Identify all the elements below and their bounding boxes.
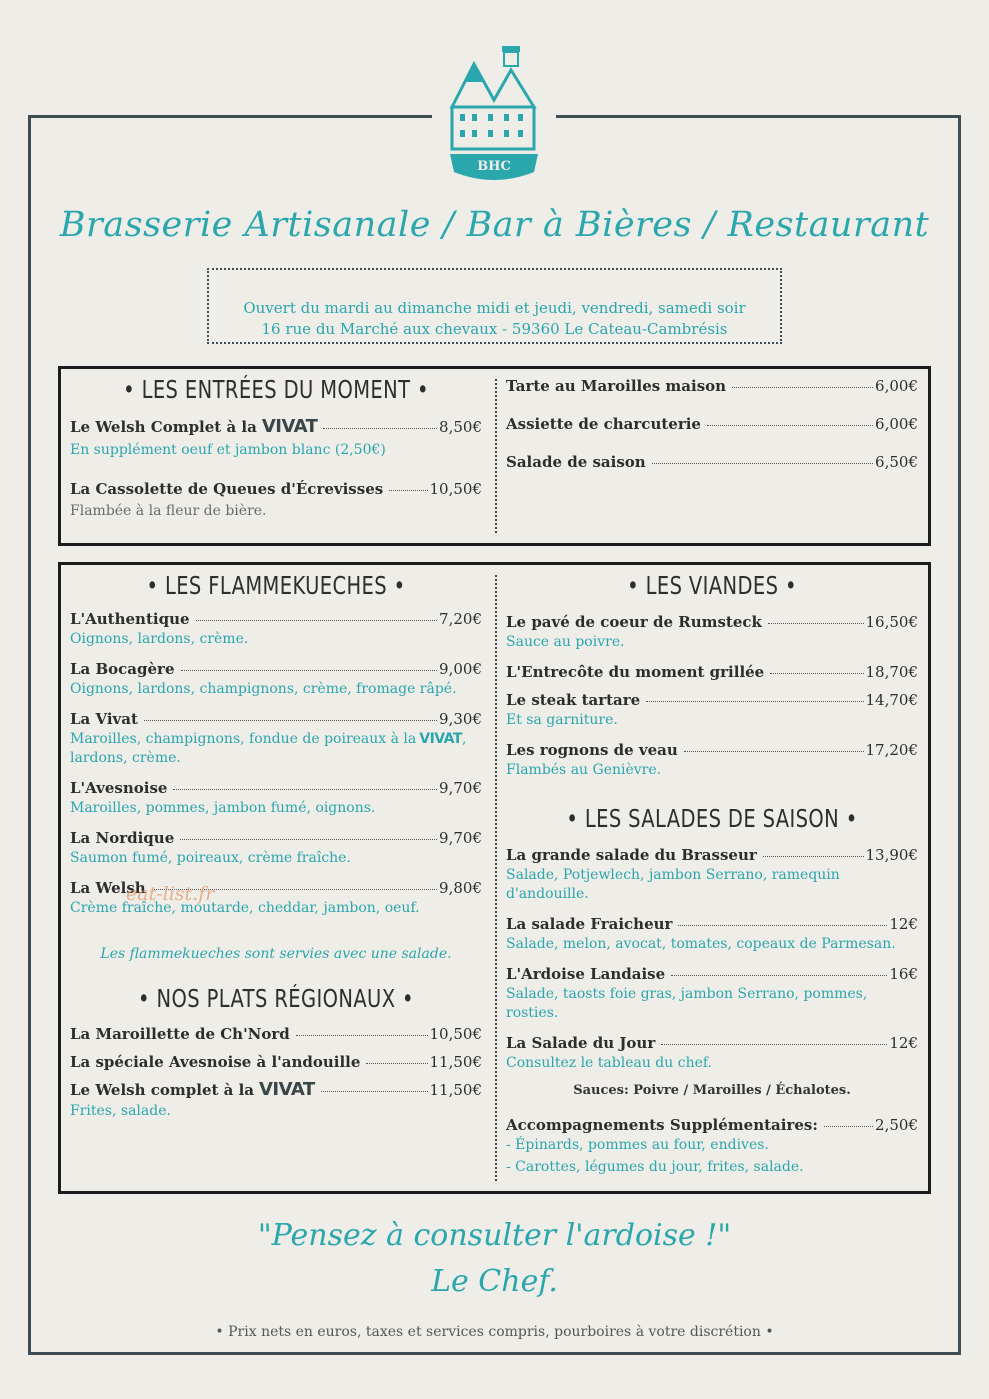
item-name: L'Avesnoise	[70, 779, 168, 797]
item-description: En supplément oeuf et jambon blanc (2,50€)	[70, 442, 386, 458]
menu-item	[506, 846, 918, 864]
dot-leader	[321, 1091, 428, 1092]
flammekueche-note: Les flammekueches sont servies avec une salade.	[100, 946, 452, 962]
menu-item	[506, 965, 918, 983]
dot-leader	[652, 463, 873, 464]
desc-text: Crème fraîche, moutarde, cheddar, jambon, oeuf.	[70, 900, 420, 916]
item-description: Et sa garniture.	[506, 712, 618, 728]
menu-item	[506, 1116, 918, 1134]
menu-item	[506, 613, 918, 631]
item-name: Le Welsh Complet à la	[70, 418, 257, 436]
item-price: 16€	[889, 965, 918, 983]
item-name: La spéciale Avesnoise à l'andouille	[70, 1053, 361, 1071]
menu-item	[506, 415, 918, 433]
item-description: Salade, Potjewlech, jambon Serrano, ramequin d'andouille.	[506, 867, 840, 902]
vivat-brand: VIVAT	[259, 1079, 315, 1100]
item-price: 8,50€	[439, 418, 482, 436]
item-name: Les rognons de veau	[506, 741, 678, 759]
item-name: La Salade du Jour	[506, 1034, 656, 1052]
item-price: 6,00€	[875, 377, 918, 395]
menu-item	[70, 416, 482, 437]
item-description: - Épinards, pommes au four, endives.	[506, 1137, 769, 1153]
item-name: La salade Fraicheur	[506, 915, 673, 933]
item-description: Salade, taosts foie gras, jambon Serrano, pommes, rosties.	[506, 986, 868, 1021]
item-name: L'Ardoise Landaise	[506, 965, 666, 983]
entrees-title: • LES ENTRÉES DU MOMENT •	[123, 375, 429, 404]
desc-text: Maroilles, champignons, fondue de poireaux à la	[70, 731, 417, 747]
item-price: 12€	[889, 1034, 918, 1052]
dot-leader	[732, 387, 873, 388]
flammekueches-title: • LES FLAMMEKUECHES •	[146, 571, 406, 600]
vivat-brand: VIVAT	[419, 731, 462, 747]
menu-item	[506, 1034, 918, 1052]
dot-leader	[684, 751, 864, 752]
column-divider	[495, 379, 497, 533]
dot-leader	[768, 623, 864, 624]
chef-signature: Le Chef.	[431, 1264, 558, 1299]
item-price: 10,50€	[429, 1025, 482, 1043]
item-price: 16,50€	[865, 613, 918, 631]
opening-hours: Ouvert du mardi au dimanche midi et jeudi, vendredi, samedi soir	[243, 299, 746, 317]
menu-item	[70, 779, 482, 797]
item-description: - Carottes, légumes du jour, frites, salade.	[506, 1159, 804, 1175]
vivat-brand: VIVAT	[261, 416, 318, 437]
dot-leader	[323, 428, 437, 429]
item-price: 12€	[889, 915, 918, 933]
item-price: 9,70€	[439, 779, 482, 797]
item-name: Le pavé de coeur de Rumsteck	[506, 613, 762, 631]
menu-item	[70, 660, 482, 678]
item-price: 9,70€	[439, 829, 482, 847]
item-description: Maroilles, pommes, jambon fumé, oignons.	[70, 800, 376, 816]
item-name: Le Welsh complet à la	[70, 1081, 254, 1099]
item-description: Oignons, lardons, champignons, crème, fromage râpé.	[70, 681, 457, 697]
desc-comma: ,	[461, 731, 467, 747]
item-price: 9,00€	[439, 660, 482, 678]
menu-item	[506, 915, 918, 933]
item-description: Frites, salade.	[70, 1103, 171, 1119]
dot-leader	[181, 670, 438, 671]
dot-leader	[366, 1063, 427, 1064]
menu-item	[70, 1025, 482, 1043]
sauces-line: Sauces: Poivre / Maroilles / Échalotes.	[573, 1083, 851, 1098]
brewery-logo	[444, 42, 544, 187]
dot-leader	[389, 490, 427, 491]
item-description: Saumon fumé, poireaux, crème fraîche.	[70, 850, 351, 866]
left-column	[70, 571, 482, 1121]
item-name: La Maroillette de Ch'Nord	[70, 1025, 290, 1043]
legal-footer: • Prix nets en euros, taxes et services compris, pourboires à votre discrétion •	[215, 1324, 774, 1340]
item-name: Le steak tartare	[506, 691, 641, 709]
item-description: Flambés au Genièvre.	[506, 762, 662, 778]
item-price: 18,70€	[865, 663, 918, 681]
entrees-right-col	[506, 377, 918, 471]
item-name: La Nordique	[70, 829, 175, 847]
item-name: La Vivat	[70, 710, 138, 728]
item-description: Oignons, lardons, crème.	[70, 631, 249, 647]
item-price: 11,50€	[429, 1053, 482, 1071]
menu-item	[70, 1053, 482, 1071]
desc-text: lardons, crème.	[70, 750, 181, 766]
item-price: 6,50€	[875, 453, 918, 471]
item-price: 11,50€	[429, 1081, 482, 1099]
menu-item	[70, 710, 482, 728]
dot-leader	[180, 839, 437, 840]
dot-leader	[671, 975, 887, 976]
entrees-box	[58, 366, 931, 546]
menu-item	[506, 691, 918, 709]
item-description: Flambée à la fleur de bière.	[70, 503, 267, 519]
dot-leader	[824, 1126, 873, 1127]
menu-item	[506, 377, 918, 395]
item-name: La Welsh	[70, 879, 146, 897]
info-box	[207, 268, 782, 344]
logo-text: BHC	[477, 159, 511, 174]
item-price: 9,80€	[439, 879, 482, 897]
item-name: L'Entrecôte du moment grillée	[506, 663, 765, 681]
menu-item	[506, 663, 918, 681]
dot-leader	[196, 620, 438, 621]
menu-item	[506, 741, 918, 759]
item-name: Salade de saison	[506, 453, 646, 471]
item-price: 10,50€	[429, 480, 482, 498]
item-price: 6,00€	[875, 415, 918, 433]
item-name: Accompagnements Supplémentaires:	[506, 1116, 818, 1134]
item-name: Tarte au Maroilles maison	[506, 377, 727, 395]
address: 16 rue du Marché aux chevaux - 59360 Le Cateau-Cambrésis	[261, 320, 728, 338]
item-name: La Cassolette de Queues d'Écrevisses	[70, 480, 384, 498]
dot-leader	[661, 1044, 887, 1045]
item-description	[70, 730, 482, 768]
item-price: 14,70€	[865, 691, 918, 709]
menu-item	[70, 829, 482, 847]
dot-leader	[763, 856, 864, 857]
item-price: 17,20€	[865, 741, 918, 759]
item-description: Sauce au poivre.	[506, 634, 625, 650]
menu-item	[70, 1079, 482, 1100]
salades-title: • LES SALADES DE SAISON •	[566, 804, 858, 833]
dot-leader	[296, 1035, 428, 1036]
item-price: 13,90€	[865, 846, 918, 864]
dot-leader	[173, 789, 437, 790]
dot-leader	[770, 673, 863, 674]
dot-leader	[144, 720, 437, 721]
column-divider	[495, 575, 497, 1181]
entrees-left-col	[70, 375, 482, 521]
chef-quote: "Pensez à consulter l'ardoise !"	[257, 1218, 732, 1253]
item-price: 9,30€	[439, 710, 482, 728]
item-description: Salade, melon, avocat, tomates, copeaux de Parmesan.	[506, 936, 896, 952]
watermark: eat-list.fr	[126, 883, 215, 905]
regionaux-title: • NOS PLATS RÉGIONAUX •	[138, 984, 414, 1013]
item-name: Assiette de charcuterie	[506, 415, 701, 433]
item-price: 2,50€	[875, 1116, 918, 1134]
item-name: La Bocagère	[70, 660, 175, 678]
dot-leader	[707, 425, 873, 426]
item-name: L'Authentique	[70, 610, 190, 628]
menu-item	[506, 453, 918, 471]
dot-leader	[678, 925, 887, 926]
menu-item	[70, 610, 482, 628]
viandes-title: • LES VIANDES •	[627, 571, 797, 600]
item-description: Consultez le tableau du chef.	[506, 1055, 713, 1071]
dot-leader	[646, 701, 863, 702]
item-price: 7,20€	[439, 610, 482, 628]
menu-item	[70, 480, 482, 498]
right-column	[506, 571, 918, 1177]
item-name: La grande salade du Brasseur	[506, 846, 757, 864]
main-menu-box	[58, 562, 931, 1194]
tagline: Brasserie Artisanale / Bar à Bières / Restaurant	[59, 205, 930, 245]
